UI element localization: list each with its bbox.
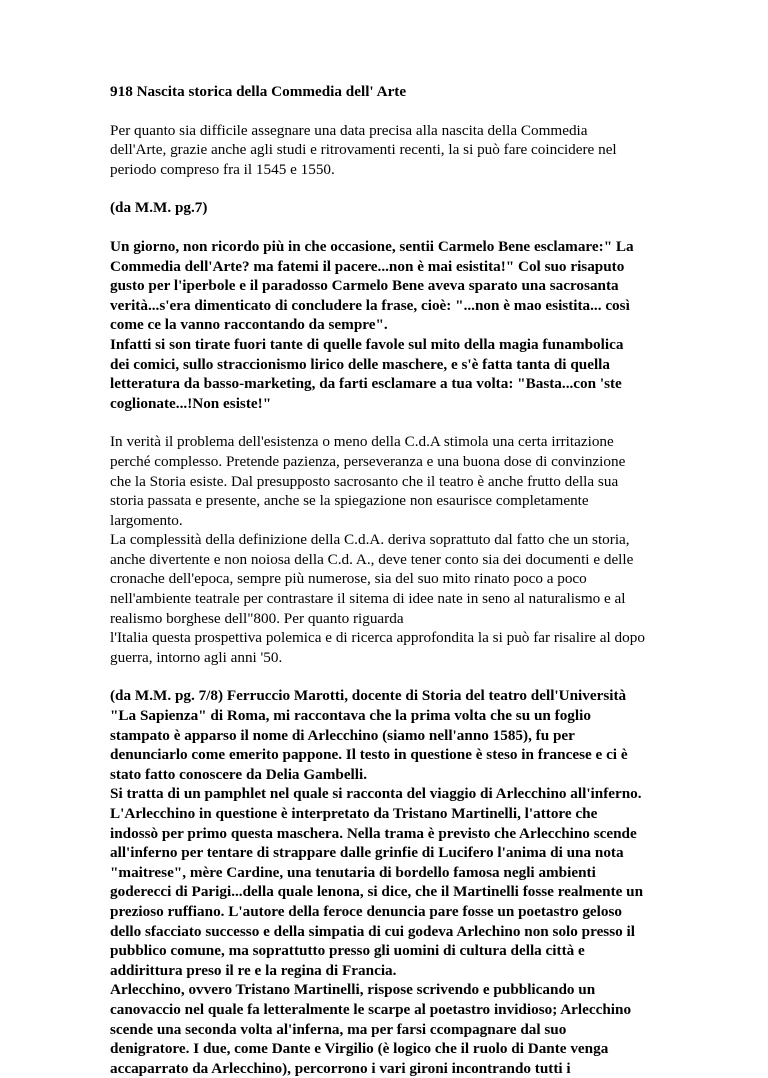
paragraph-carmelo-bene: Un giorno, non ricordo più in che occasione, sentii Carmelo Bene esclamare:" La Commedia dell'Arte? ma fatemi il pacere...non è mai esistita!" Col suo risaputo gusto per l'iperbole e il paradosso Carmelo Bene aveva sparato una sacrosanta verità...s'era dimenticato di concludere la frase, cioè: "...non è mao esistita... così come ce la vanno raccontando da sempre". Infatti si son tirate fuori tante di quelle favole sul mito della magia funambolica dei comici, sullo straccionismo lirico delle maschere, e s'è fatta tanta di quella letteratura da basso-marketing, da farti esclamare a tua volta: "Basta...con 'ste coglionate...!Non esiste!" — [110, 237, 634, 412]
document-title: 918 Nascita storica della Commedia dell' Arte — [110, 83, 407, 100]
paragraph-storia: In verità il problema dell'esistenza o meno della C.d.A stimola una certa irritazione perché complesso. Pretende pazienza, perseveranza e una buona dose di convinzione che la Storia esiste. Dal presupposto sacrosanto che il teatro è anche frutto della sua storia passata e presente, anche se la spiegazione non esaurisce completamente largomento. La complessità della definizione della C.d.A. deriva soprattuto dal fatto che un storia, anche divertente e non noiosa della C.d. A., deve tener conto sia dei documenti e delle cronache dell'epoca, sempre più numerose, sia del suo mito rinato poco a poco nell'ambiente teatrale per contrastare il sitema di idee nate in seno al naturalismo e al realismo borghese dell"800. Per quanto riguarda l'Italia questa prospettiva polemica e di ricerca approfondita la si può far risalire al dopo guerra, intorno agli anni '50. — [110, 433, 645, 666]
citation-mm-pg7: (da M.M. pg.7) — [110, 199, 208, 217]
paragraph-marotti: (da M.M. pg. 7/8) Ferruccio Marotti, docente di Storia del teatro dell'Università "La Sapienza" di Roma, mi raccontava che la prima volta che su un foglio stampato è apparso il nome di Arlecchino (siamo nell'anno 1585), fu per denunciarlo come emerito pappone. Il testo in questione è steso in francese e ci è stato fatto conoscere da Delia Gambelli. Si tratta di un pamphlet nel quale si racconta del viaggio di Arlecchino all'inferno. L'Arlecchino in questione è interpretato da Tristano Martinelli, l'attore che indossò per primo questa maschera. Nella trama è previsto che Arlecchino scende all'inferno per tentare di strappare dalle grinfie di Lucifero l'anima di una nota "maitrese", mère Cardine, una tenutaria di bordello famosa negli ambienti goderecci di Parigi...della quale lenona, si dice, che il Martinelli fosse realmente un prezioso ruffiano. L'autore della feroce denuncia pare fosse un poetastro geloso dello sfacciato successo e della simpatia di cui godeva Arlechino non solo presso il pubblico comune, ma soprattutto presso gli uomini di cultura della città e addirittura preso il re e la regina di Francia. Arlecchino, ovvero Tristano Martinelli, rispose scrivendo e pubblicando un canovaccio nel quale fa letteralmente le scarpe al poetastro invidioso; Arlecchino scende una seconda volta al'inferna, ma per farsi ccompagnare dal suo denigratore. I due, come Dante e Virgilio (è logico che il ruolo di Dante venga accaparrato da Arlecchino), percorrono i vari gironi incontrando tutti i — [110, 687, 644, 1077]
paragraph-intro: Per quanto sia difficile assegnare una data precisa alla nascita della Commedia dell'Arte, grazie anche agli studi e ritrovamenti recenti, la si può fare coincidere nel periodo compreso fra il 1545 e 1550. — [110, 121, 617, 178]
document-page — [110, 82, 670, 1078]
